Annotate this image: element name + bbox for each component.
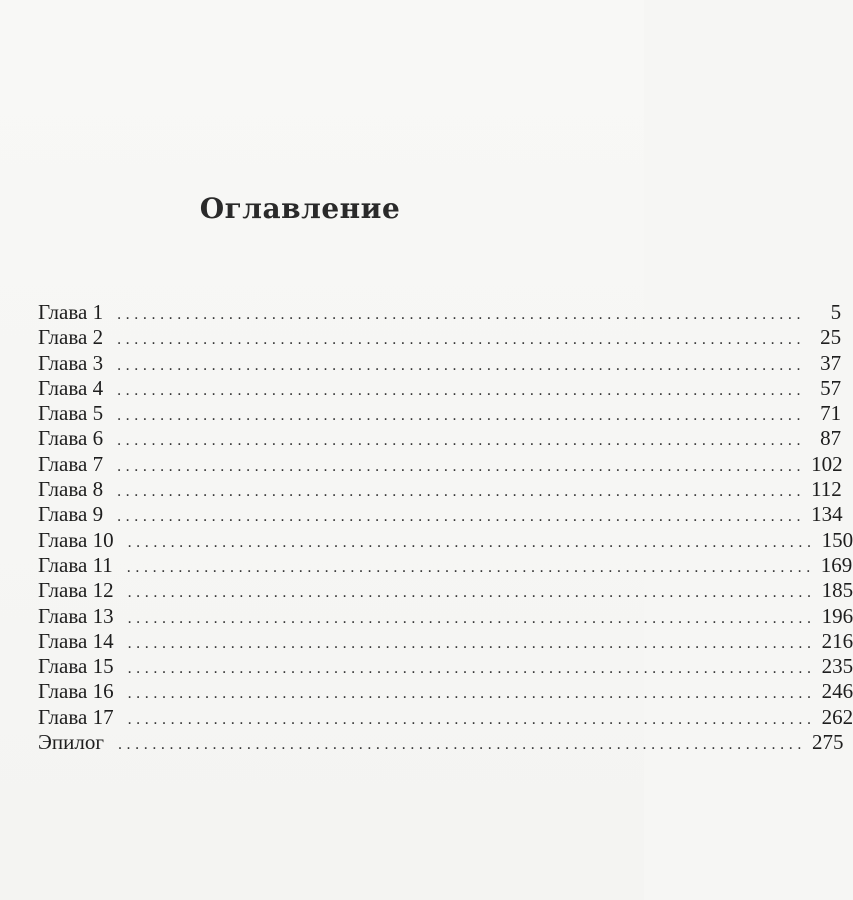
chapter-label: Глава 4 [38, 375, 104, 400]
toc-entry [38, 628, 853, 654]
dot-leader: ................................................................................ [117, 356, 806, 374]
chapter-label: Глава 17 [38, 704, 114, 729]
dot-leader: ................................................................................ [127, 609, 816, 627]
page-number: 102 [811, 451, 843, 476]
chapter-label: Глава 15 [38, 654, 114, 679]
dot-leader: ................................................................................ [117, 483, 806, 501]
chapter-label: Глава 11 [38, 552, 113, 577]
toc-entry [38, 730, 844, 755]
chapter-label: Глава 3 [38, 350, 104, 375]
toc-entry [38, 451, 843, 477]
dot-leader: ................................................................................ [117, 381, 806, 399]
page-number: 37 [820, 350, 842, 375]
toc-entry [38, 426, 842, 451]
toc-entry [38, 350, 842, 376]
chapter-label: Глава 2 [38, 325, 104, 350]
chapter-label: Глава 7 [38, 451, 104, 476]
toc-entry [38, 300, 842, 325]
page-number: 150 [821, 527, 853, 552]
toc-entry [38, 603, 853, 629]
page-title: Оглавление [199, 192, 401, 225]
toc-entry [38, 679, 853, 704]
toc-entry [38, 654, 853, 679]
page-number: 275 [811, 730, 844, 755]
chapter-label: Эпилог [38, 730, 104, 755]
chapter-label: Глава 6 [38, 426, 104, 451]
page-number: 185 [821, 578, 853, 603]
chapter-label: Глава 8 [38, 477, 104, 502]
toc-entry [38, 477, 842, 502]
table-of-contents [38, 300, 853, 755]
dot-leader: ................................................................................ [127, 634, 816, 652]
chapter-label: Глава 5 [38, 401, 104, 426]
dot-leader: ................................................................................ [127, 710, 816, 728]
chapter-label: Глава 1 [38, 300, 104, 324]
page-number: 246 [821, 679, 853, 704]
page-number: 25 [820, 325, 842, 350]
page-number: 216 [821, 628, 853, 653]
chapter-label: Глава 10 [38, 527, 114, 552]
dot-leader: ................................................................................ [117, 508, 806, 526]
toc-entry [38, 375, 842, 401]
dot-leader: ................................................................................ [117, 331, 806, 349]
toc-entry [38, 325, 842, 350]
dot-leader: ................................................................................ [117, 407, 806, 425]
page-number: 87 [820, 426, 842, 451]
dot-leader: ................................................................................ [117, 457, 806, 475]
toc-entry [38, 401, 842, 426]
toc-entry [38, 704, 853, 730]
page-number: 112 [811, 477, 842, 502]
page-number: 5 [830, 300, 842, 324]
page-number: 262 [821, 704, 853, 729]
dot-leader: ................................................................................ [117, 306, 806, 323]
page-number: 196 [821, 603, 853, 628]
chapter-label: Глава 12 [38, 578, 114, 603]
page-number: 169 [820, 552, 853, 577]
toc-entry [38, 552, 853, 578]
page-number: 134 [811, 502, 843, 527]
dot-leader: ................................................................................ [117, 736, 806, 754]
dot-leader: ................................................................................ [127, 685, 816, 703]
dot-leader: ................................................................................ [127, 584, 816, 602]
chapter-label: Глава 9 [38, 502, 104, 527]
page-number: 235 [821, 654, 853, 679]
chapter-label: Глава 16 [38, 679, 114, 704]
toc-entry [38, 578, 853, 603]
chapter-label: Глава 14 [38, 628, 114, 653]
dot-leader: ................................................................................ [126, 558, 815, 576]
dot-leader: ................................................................................ [117, 432, 806, 450]
toc-entry [38, 502, 843, 527]
toc-entry [38, 527, 853, 553]
page-number: 71 [820, 401, 842, 426]
dot-leader: ................................................................................ [127, 660, 816, 678]
page-number: 57 [820, 375, 842, 400]
dot-leader: ................................................................................ [127, 533, 816, 551]
chapter-label: Глава 13 [38, 603, 114, 628]
